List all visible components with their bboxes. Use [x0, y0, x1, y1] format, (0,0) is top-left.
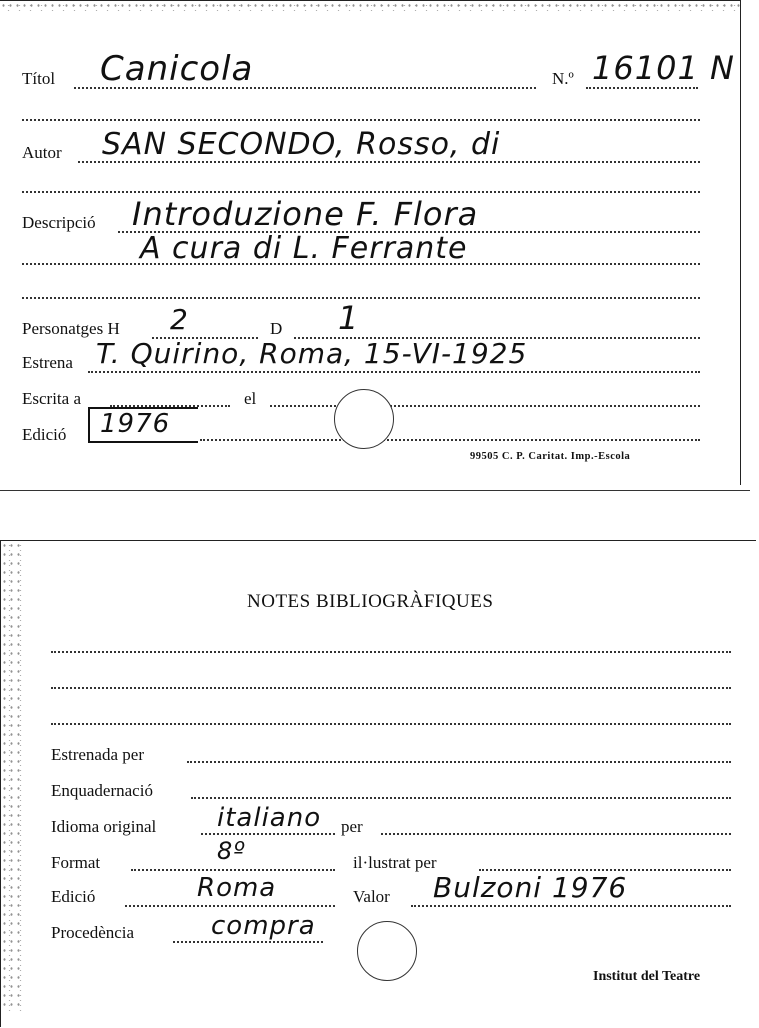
- procedencia-line: [173, 941, 323, 943]
- estrena-value: T. Quirino, Roma, 15-VI-1925: [96, 337, 528, 370]
- catalog-card-front: [0, 0, 741, 485]
- catalog-card-back: [0, 540, 756, 1027]
- autor-value: SAN SECONDO, Rosso, di: [102, 127, 501, 162]
- cut-line-front: [0, 490, 750, 491]
- estrena-line: [88, 371, 700, 373]
- escrita-el-line: [270, 405, 700, 407]
- procedencia-value: compra: [211, 911, 316, 941]
- numero-label: N.º: [552, 69, 574, 88]
- numero-line: [586, 87, 698, 89]
- personatges-d-value: 1: [338, 299, 360, 337]
- descripcio-value-1: Introduzione F. Flora: [132, 195, 479, 233]
- valor-line: [411, 905, 731, 907]
- titol-label: Títol: [22, 69, 56, 88]
- edicio-line: [200, 439, 700, 441]
- edicio-value: 1976: [100, 409, 171, 439]
- format-value: 8º: [217, 837, 246, 865]
- illustrat-label: il·lustrat per: [353, 853, 437, 872]
- autor-label: Autor: [22, 143, 62, 162]
- personatges-h-value: 2: [170, 303, 189, 336]
- valor-label: Valor: [353, 887, 390, 906]
- institution-name: Institut del Teatre: [593, 969, 701, 984]
- back-edicio-value: Roma: [197, 873, 277, 903]
- back-edicio-line: [125, 905, 335, 907]
- edicio-label: Edició: [22, 425, 67, 444]
- numero-value: 16101 N: [592, 49, 735, 87]
- notes-line-1: [51, 651, 731, 653]
- punch-hole-back: [357, 921, 417, 981]
- personatges-label: Personatges H: [22, 319, 120, 338]
- escrita-el-label: el: [244, 389, 257, 408]
- scan-noise-left: [1, 541, 23, 1011]
- titol-value: Canicola: [100, 49, 254, 89]
- valor-value: Bulzoni 1976: [433, 871, 628, 904]
- idioma-label: Idioma original: [51, 817, 157, 836]
- format-label: Format: [51, 853, 101, 872]
- descripcio-label: Descripció: [22, 213, 96, 232]
- estrenada-line: [187, 761, 731, 763]
- scan-noise-top: [0, 1, 740, 11]
- descripcio-value-2: A cura di L. Ferrante: [140, 231, 468, 266]
- enquadernacio-line: [191, 797, 731, 799]
- notes-line-3: [51, 723, 731, 725]
- punch-hole-front: [334, 389, 394, 449]
- format-line: [131, 869, 335, 871]
- estrenada-label: Estrenada per: [51, 745, 144, 764]
- idioma-line: [201, 833, 335, 835]
- back-edicio-label: Edició: [51, 887, 96, 906]
- idioma-per-label: per: [341, 817, 363, 836]
- personatges-d-label: D: [270, 319, 283, 338]
- enquadernacio-label: Enquadernació: [51, 781, 153, 800]
- printer-credit: 99505 C. P. Caritat. Imp.-Escola: [470, 451, 631, 462]
- blank-line-3: [22, 297, 700, 299]
- estrena-label: Estrena: [22, 353, 73, 372]
- escrita-label: Escrita a: [22, 389, 81, 408]
- idioma-per-line: [381, 833, 731, 835]
- procedencia-label: Procedència: [51, 923, 135, 942]
- blank-line-2: [22, 191, 700, 193]
- blank-line-1: [22, 119, 700, 121]
- notes-line-2: [51, 687, 731, 689]
- idioma-value: italiano: [217, 803, 322, 833]
- notes-heading: NOTES BIBLIOGRÀFIQUES: [247, 591, 494, 612]
